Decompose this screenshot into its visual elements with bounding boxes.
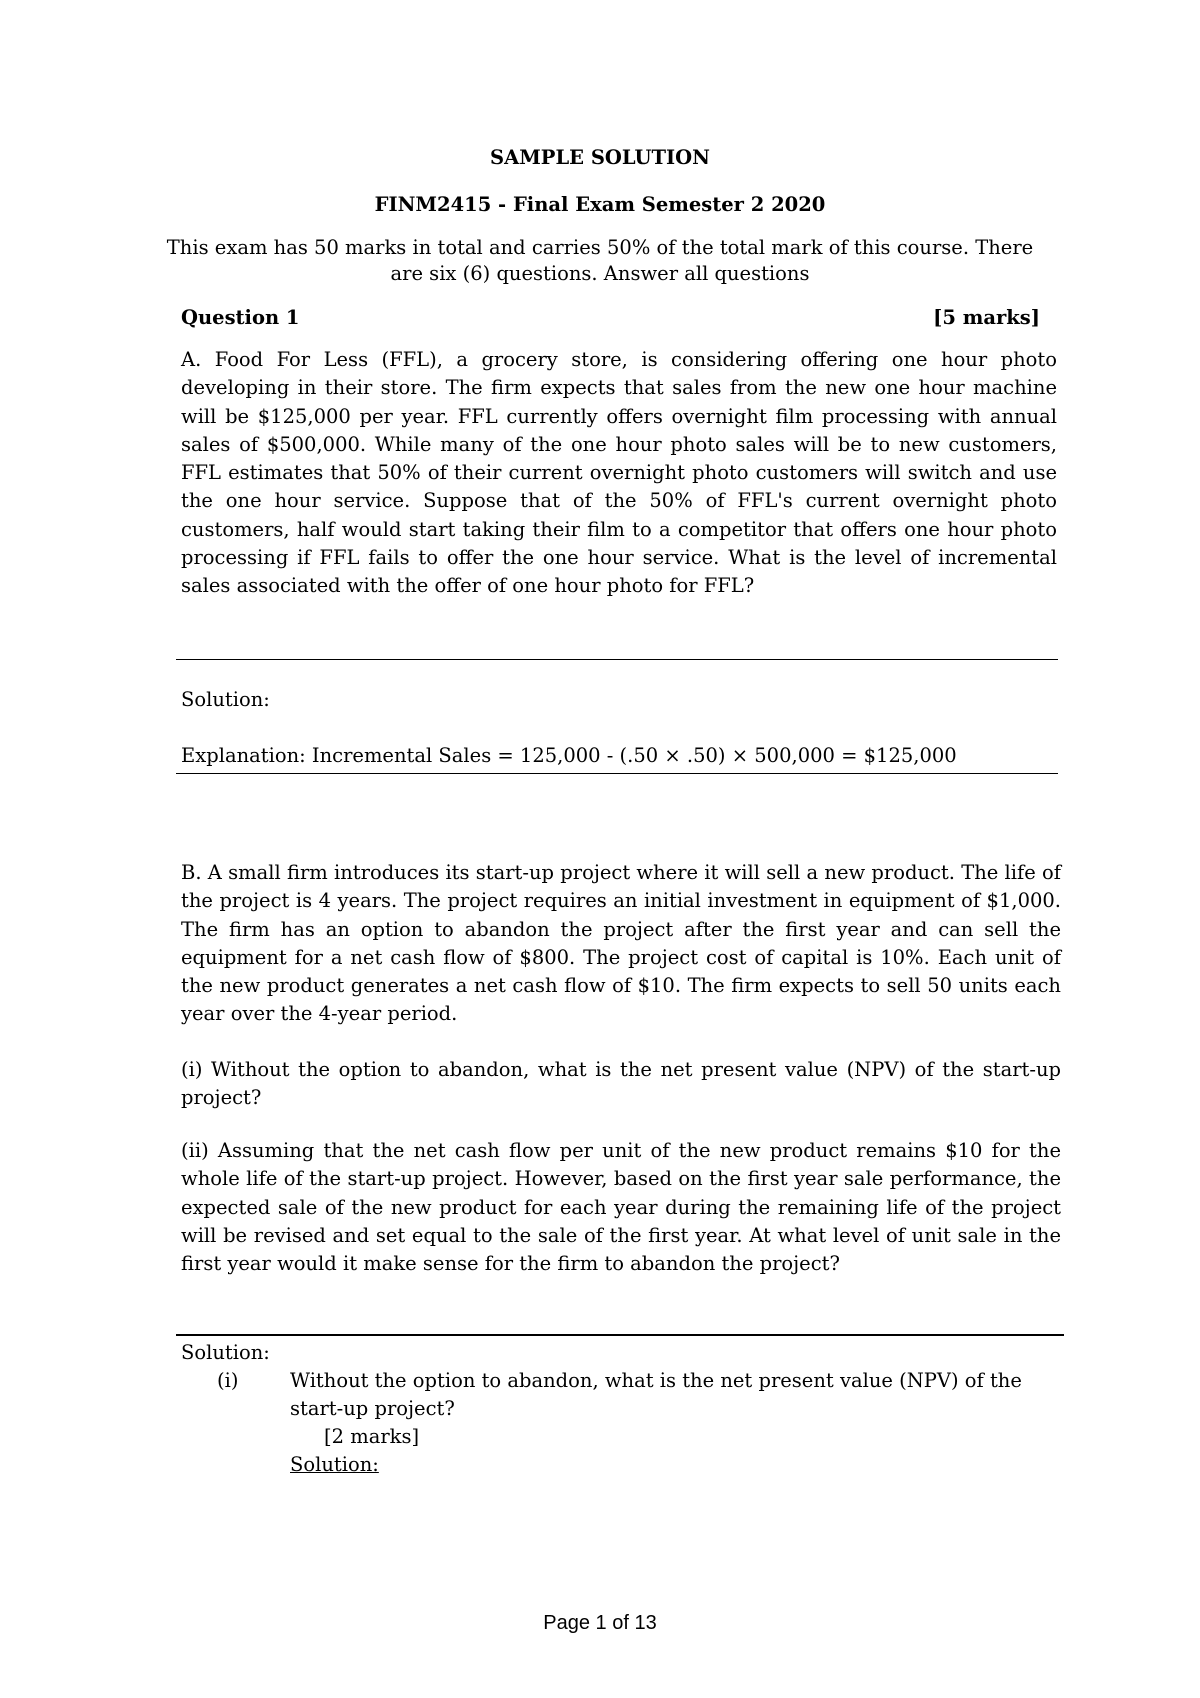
divider-line — [176, 659, 1058, 660]
page-number: Page 1 of 13 — [543, 1612, 657, 1634]
document-subtitle: FINM2415 - Final Exam Semester 2 2020 — [374, 193, 826, 216]
solution-b-i-question-line-2: start-up project? — [290, 1397, 455, 1420]
question-1-part-a: A. Food For Less (FFL), a grocery store, is considering offering one hour photo developing in their store. The firm expects that sales from the new one hour machine will be $125,000 per year. FFL currently offers overnight film processing with annual sales of $500,000. While many of the one hour photo sales will be to new customers, FFL estimates that 50% of their current overnight photo customers will switch and use the one hour service. Suppose that of the 50% of FFL's current overnight photo customers, half would start taking their film to a competitor that offers one hour photo processing if FFL fails to offer the one hour service. What is the level of incremental sales associated with the offer of one hour photo for FFL? — [181, 348, 1057, 598]
solution-b-i-marks: [2 marks] — [324, 1425, 420, 1448]
question-1-part-b-ii: (ii) Assuming that the net cash flow per unit of the new product remains $10 for the whole life of the start-up project. However, based on the first year sale performance, the expected sale of the new product for each year during the remaining life of the project will be revised and set equal to the sale of the first year. At what level of unit sale in the first year would it make sense for the firm to abandon the project? — [181, 1139, 1061, 1276]
solution-b-i-question-line-1: Without the option to abandon, what is the net present value (NPV) of the — [290, 1369, 1022, 1392]
document-title: SAMPLE SOLUTION — [490, 146, 710, 169]
solution-a-label: Solution: — [181, 688, 270, 711]
divider-line — [176, 773, 1058, 774]
question-1-part-b: B. A small firm introduces its start-up project where it will sell a new product. The life of the project is 4 years. The project requires an initial investment in equipment of $1,000. The firm has an option to abandon the project after the first year and can sell the equipment for a net cash flow of $800. The project cost of capital is 10%. Each unit of the new product generates a net cash flow of $10. The firm expects to sell 50 units each year over the 4-year period. — [181, 861, 1061, 1026]
intro-line-1: This exam has 50 marks in total and carries 50% of the total mark of this course. There — [166, 236, 1034, 259]
solution-b-label: Solution: — [181, 1341, 270, 1364]
solution-b-i-number: (i) — [217, 1369, 239, 1392]
question-1-heading: Question 1 — [181, 306, 300, 329]
question-1-marks: [5 marks] — [933, 306, 1040, 329]
solution-b-i-solution-label: Solution: — [290, 1453, 379, 1476]
question-1-part-b-i: (i) Without the option to abandon, what is the net present value (NPV) of the start-up project? — [181, 1058, 1061, 1110]
explanation-a: Explanation: Incremental Sales = 125,000 - (.50 × .50) × 500,000 = $125,000 — [181, 744, 957, 767]
divider-line-thick — [176, 1334, 1064, 1336]
intro-line-2: are six (6) questions. Answer all questions — [390, 262, 810, 285]
